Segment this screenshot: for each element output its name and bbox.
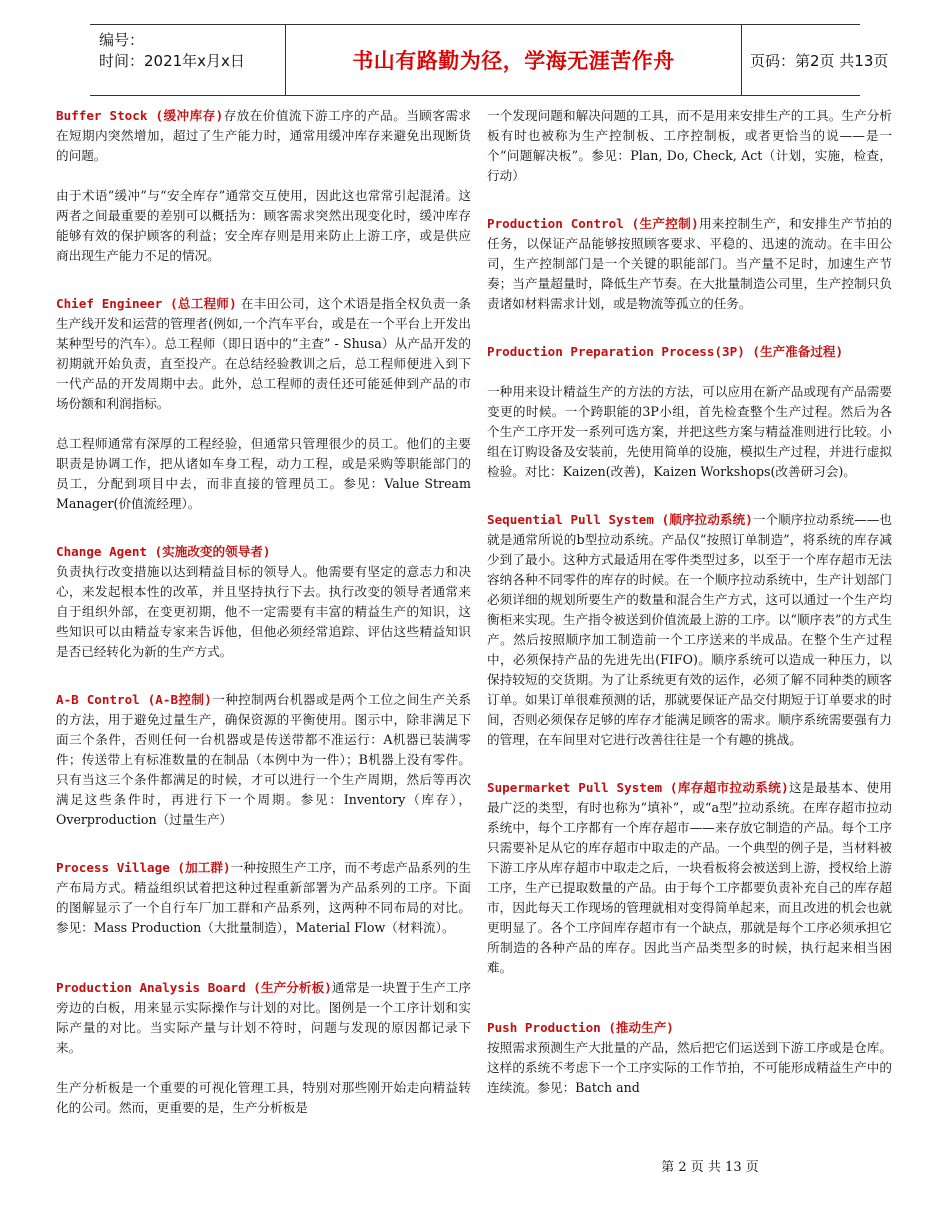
entry-text: 用来控制生产，和安排生产节拍的任务，以保证产品能够按照顾客要求、平稳的、迅速的流动。在丰田公司，生产控制部门是一个关键的职能部门。当产量不足时，加速生产节奏；当产量超量时，降低生产节奏。在大批量制造公司里，生产控制只负责诸如材料需求计划，或是物流等孤立的任务。 [487,216,892,311]
entry-term: Production Preparation Process(3P) (生产准备过程) [487,344,844,359]
entry-term: Buffer Stock (缓冲库存) [56,108,224,123]
entry-text: 一个顺序拉动系统——也就是通常所说的b型拉动系统。产品仅“按照订单制造”，将系统的库存减少到了最小。这种方式最适用在零件类型过多，以至于一个库存超市无法容纳各种不同零件的库存的时候。在一个顺序拉动系统中，生产计划部门必须详细的规划所要生产的数量和混合生产方式，这可以通过一个生产均衡柜来实现。生产指令被送到价值流最上游的工序。以“顺序表”的方式生产。然后按照顺序加工制造前一个工序送来的半成品。在整个生产过程中，必须保持产品的先进先出(FIFO)。顺序系统可以造成一种压力，以保持较短的交货期。为了让系统更有效的运作，必须了解不同种类的顾客订单。如果订单很难预测的话，那就要保证产品交付期短于订单要求的时间，否则必须保存足够的库存才能满足顾客的需求。顺序系统需要强有力的管理，在车间里对它进行改善往往是一个有趣的挑战。 [487,512,893,747]
header-motto: 书山有路勤为径，学海无涯苦作舟 [352,49,675,73]
entry-term: Supermarket Pull System (库存超市拉动系统) [487,780,789,795]
document-date-label: 时间：2021年x月x日 [99,52,245,70]
entry-text: 这是最基本、使用最广泛的类型，有时也称为“填补”，或“a型”拉动系统。在库存超市拉动系统中，每个工序都有一个库存超市——来存放它制造的产品。每个工序只需要补足从它的库存超市中取走的产品。一个典型的例子是，当材料被下游工序从库存超市中取走之后，一块看板将会被送到上游，授权给上游工序，生产已提取数量的产品。由于每个工序都要负责补充自己的库存超市，因此每天工作现场的管理就相对变得简单起来，而且改进的机会也就更明显了。各个工序间库存超市有一个缺点，那就是每个工序必须承担它所制造的各种产品的库存。因此当产品类型多的时候，执行起来相当困难。 [487,780,892,975]
entry-text: 在丰田公司，这个术语是指全权负责一条生产线开发和运营的管理者(例如,一个汽车平台，或是在一个平台上开发出某种型号的汽车）。总工程师（即日语中的“主查” - Shusa）从产品开发的初期就开始负责，直至投产。在总结经验教训之后，总工程师便进入到下一代产品的开发周期中去。此外，总工程师的责任还可能延伸到产品的市场份额和利润指标。 [56,296,471,411]
entry-term: Production Control (生产控制) [487,216,699,231]
glossary-entry-continued [487,106,892,186]
entry-term: Push Production (推动生产) [487,1020,674,1035]
document-number-label: 编号： [99,31,145,49]
entry-term: Production Analysis Board (生产分析板) [56,980,332,995]
header-page-label: 页码：第2页 共13页 [750,51,889,70]
glossary-entry-production-analysis-board [56,978,471,1118]
glossary-entry-chief-engineer [56,294,471,514]
entry-term: Process Village (加工群) [56,860,231,875]
entry-text: 生产分析板是一个重要的可视化管理工具，特别对那些刚开始走向精益转化的公司。然而，更重要的是，生产分析板是 [56,1080,471,1115]
left-column [56,106,471,1146]
page-footer [0,1156,950,1175]
entry-text: 存放在价值流下游工序的产品。当顾客需求在短期内突然增加，超过了生产能力时，通常用缓冲库存来避免出现断货的问题。 [56,108,471,163]
entry-term: A-B Control (A-B控制) [56,692,212,707]
entry-text: 由于术语“缓冲”与“安全库存”通常交互使用，因此这也常常引起混淆。这两者之间最重要的差别可以概括为：顾客需求突然出现变化时，缓冲库存能够有效的保护顾客的利益；安全库存则是用来防止上游工序，或是供应商出现生产能力不足的情况。 [56,188,471,263]
page-header [90,24,889,96]
entry-text: 总工程师通常有深厚的工程经验，但通常只管理很少的员工。他们的主要职责是协调工作，把从诸如车身工程，动力工程，或是采购等职能部门的员工，分配到项目中去，而非直接的管理员工。参见：Value Stream Manager(价值流经理）。 [56,436,471,511]
entry-text: 一个发现问题和解决问题的工具，而不是用来安排生产的工具。生产分析板有时也被称为生产控制板、工序控制板，或者更恰当的说——是一个“问题解决板”。参见：Plan, Do, Check, Act（计划，实施，检查，行动） [487,108,892,183]
right-column [487,106,892,1126]
entry-text: 通常是一块置于生产工序旁边的白板，用来显示实际操作与计划的对比。图例是一个工序计划和实际产量的对比。当实际产量与计划不符时，问题与发现的原因都记录下来。 [56,980,471,1055]
glossary-entry-3p [487,342,892,482]
entry-text: 一种控制两台机器或是两个工位之间生产关系的方法，用于避免过量生产，确保资源的平衡使用。图示中，除非满足下面三个条件，否则任何一台机器或是传送带都不准运行：A机器已装满零件；传送带上有标准数量的在制品（本例中为一件）；B机器上没有零件。只有当这三个条件都满足的时候，才可以进行一个生产周期，然后等再次满足这些条件时，再进行下一个周期。参见：Inventory（库存），Overproduction（过量生产） [56,692,471,827]
glossary-entry-sequential-pull [487,510,892,750]
entry-text: 一种用来设计精益生产的方法的方法，可以应用在新产品或现有产品需要变更的时候。一个跨职能的3P小组，首先检查整个生产过程。然后为各个生产工序开发一系列可选方案，并把这些方案与精益准则进行比较。小组在订购设备及安装前，先使用简单的设施，模拟生产过程，并进行虚拟检验。对比：Kaizen(改善)，Kaizen Workshops(改善研习会)。 [487,384,892,479]
entry-text: 按照需求预测生产大批量的产品，然后把它们运送到下游工序或是仓库。这样的系统不考虑下一个工序实际的工作节拍，不可能形成精益生产中的连续流。参见：Batch and [487,1040,892,1095]
entry-term: Change Agent (实施改变的领导者) [56,544,271,559]
entry-text: 负责执行改变措施以达到精益目标的领导人。他需要有坚定的意志力和决心，来发起根本性的改革，并且坚持执行下去。执行改变的领导者通常来自于组织外部，在变更初期，他不一定需要有丰富的精益生产的知识，这些知识可以由精益专家来告诉他，但他必须经常追踪、评估这些精益知识是否已经转化为新的生产方式。 [56,564,471,659]
glossary-entry-ab-control [56,690,471,830]
header-meta [90,25,294,100]
glossary-entry-buffer-stock [56,106,471,266]
glossary-entry-push-production [487,1018,892,1098]
entry-text: 一种按照生产工序，而不考虑产品系列的生产布局方式。精益组织试着把这种过程重新部署为产品系列的工序。下面的图解显示了一个自行车厂加工群和产品系列，这两种不同布局的对比。参见：Mass Production（大批量制造），Material Flow（材料流）。 [56,860,471,935]
glossary-entry-production-control [487,214,892,314]
header-motto-cell [285,25,742,95]
glossary-entry-change-agent [56,542,471,662]
entry-term: Chief Engineer (总工程师) [56,296,237,311]
entry-term: Sequential Pull System (顺序拉动系统) [487,512,753,527]
glossary-entry-supermarket-pull [487,778,892,978]
glossary-entry-process-village [56,858,471,938]
footer-page-number: 第 2 页 共 13 页 [661,1160,759,1175]
